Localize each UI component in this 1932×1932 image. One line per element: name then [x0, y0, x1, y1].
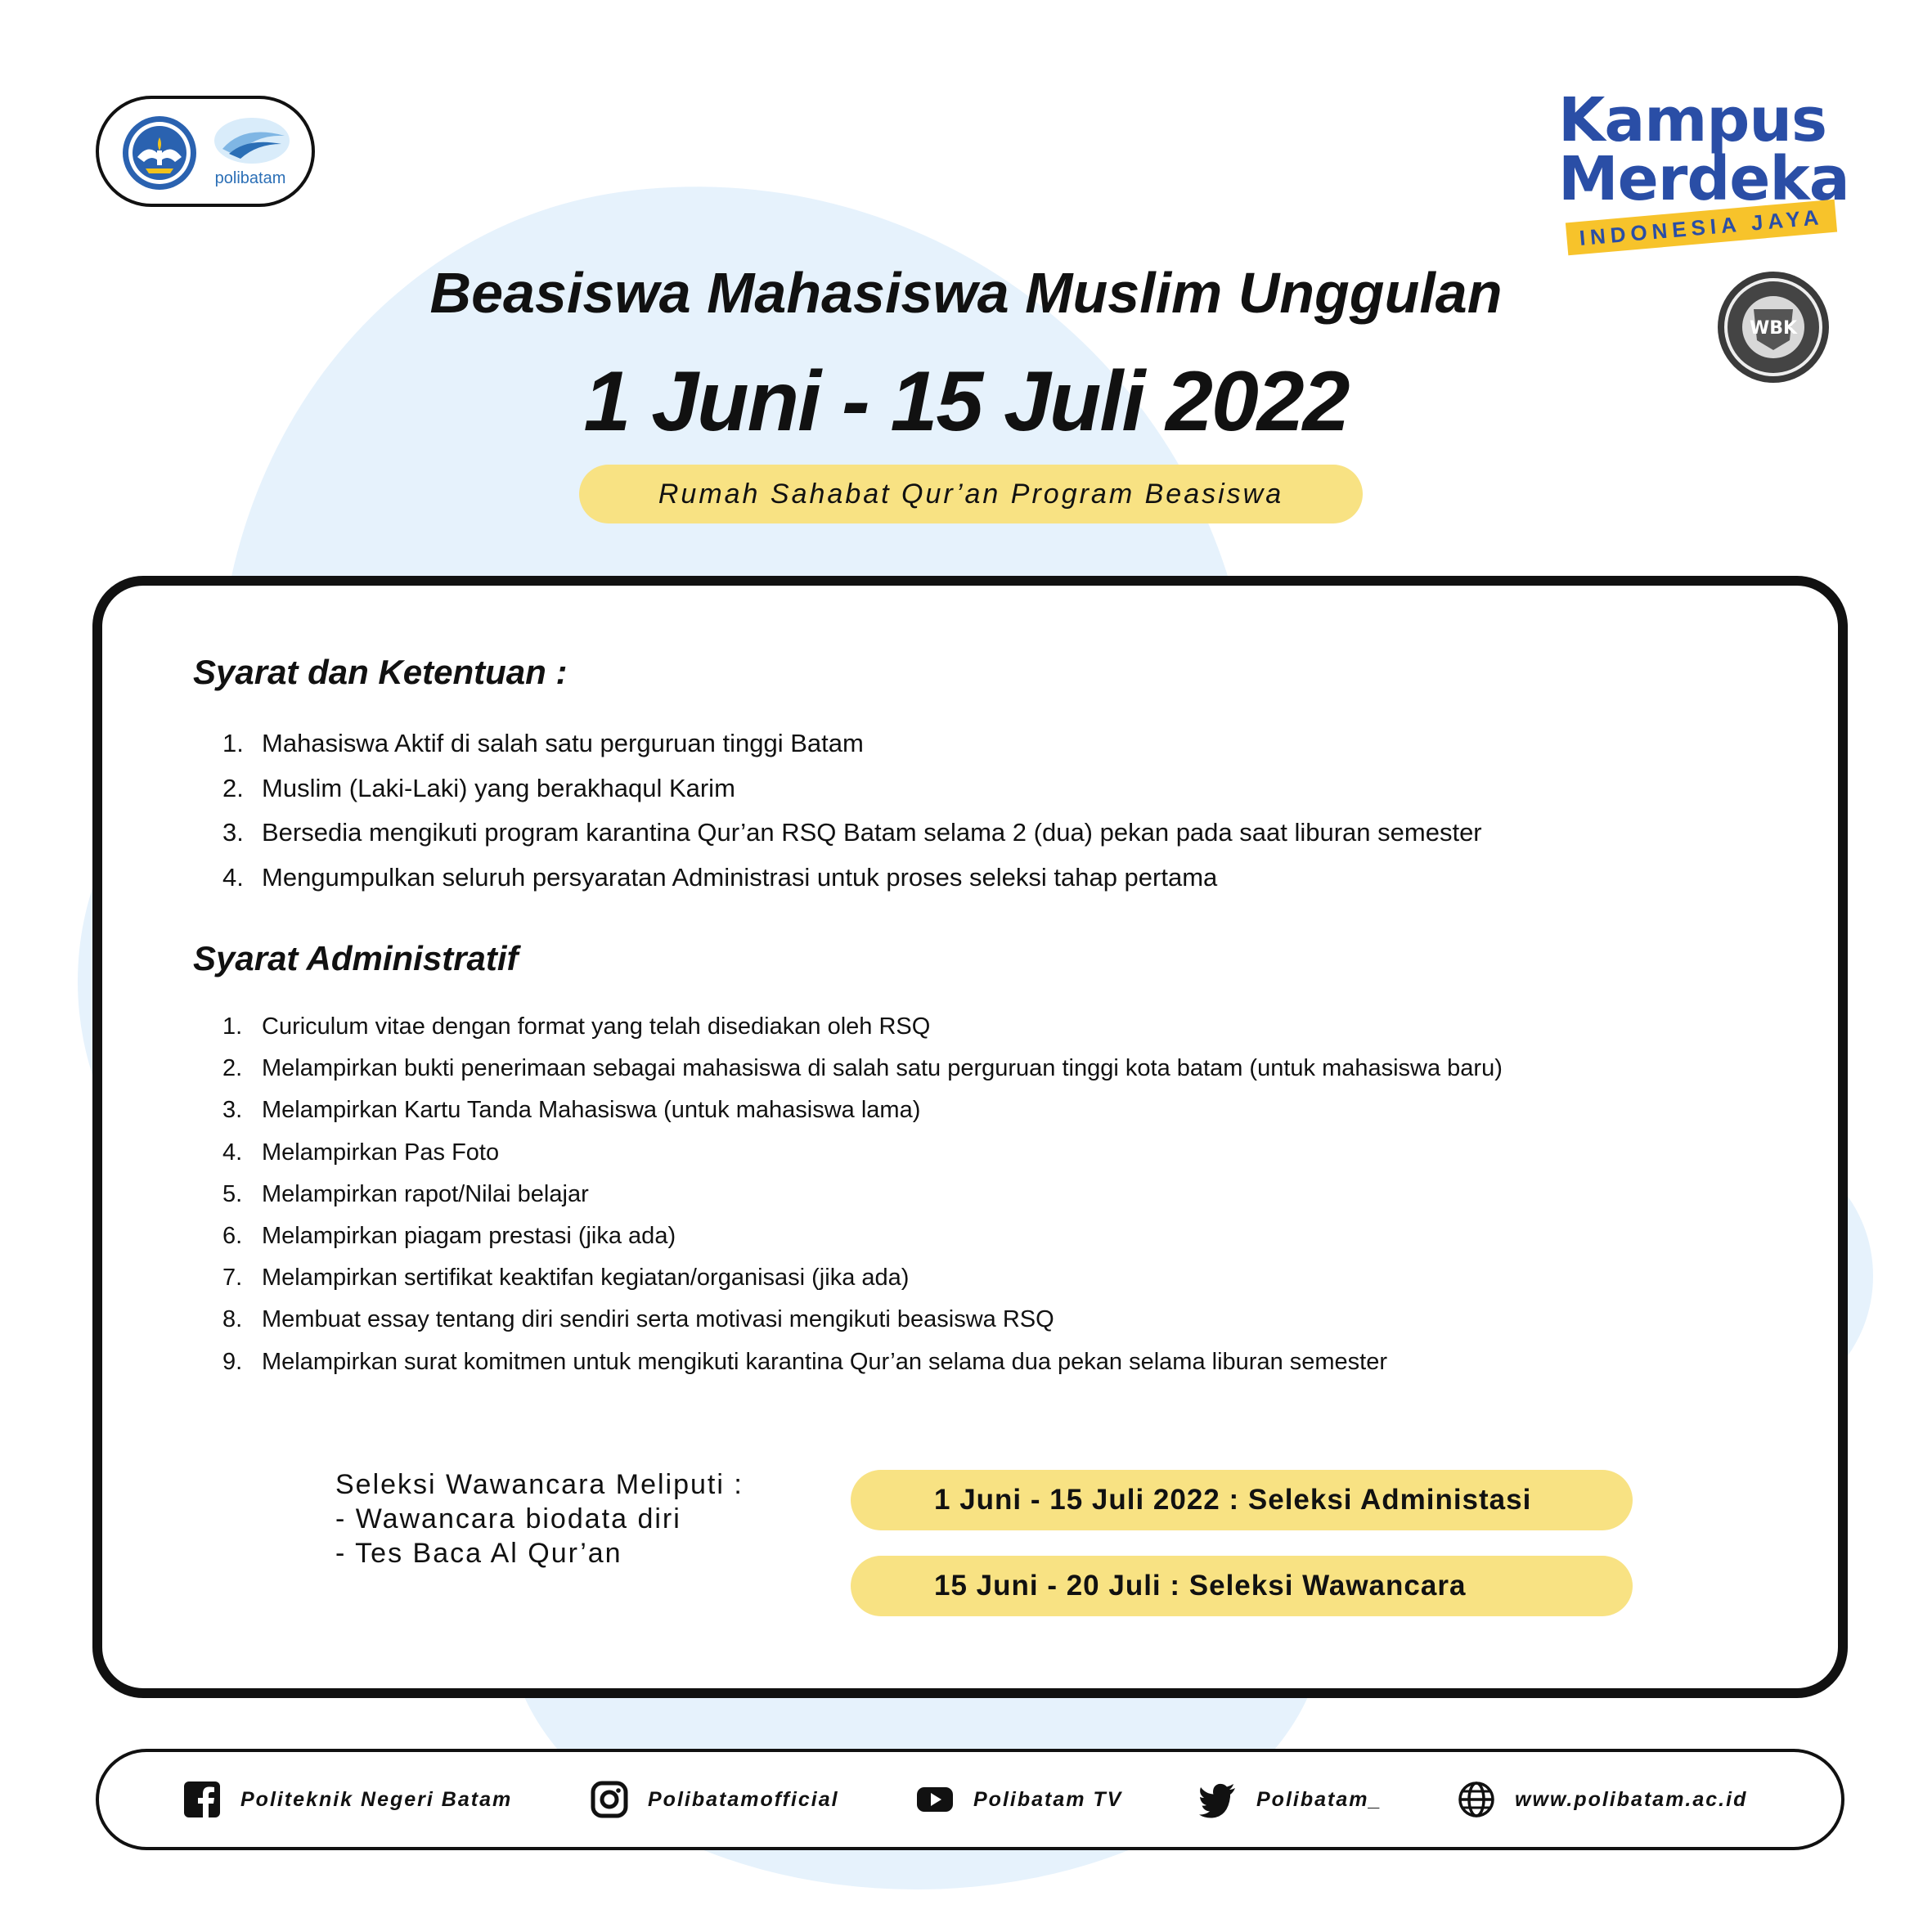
polibatam-swoosh-icon: [206, 116, 294, 170]
item-text: Muslim (Laki-Laki) yang berakhaqul Karim: [262, 773, 735, 802]
list-item: [222, 1006, 1503, 1048]
facebook-link[interactable]: [183, 1780, 512, 1819]
youtube-link[interactable]: [916, 1780, 1122, 1819]
interview-info: [335, 1467, 744, 1570]
youtube-label: Polibatam TV: [973, 1787, 1123, 1811]
item-text: Curiculum vitae dengan format yang telah disediakan oleh RSQ: [262, 1013, 931, 1040]
facebook-label: Politeknik Negeri Batam: [240, 1787, 513, 1811]
item-number: 9.: [222, 1348, 243, 1375]
item-number: 8.: [222, 1306, 243, 1333]
program-badge: Rumah Sahabat Qur’an Program Beasiswa: [579, 465, 1363, 523]
list-item: [222, 811, 1482, 856]
terms-list: [222, 721, 1482, 900]
item-number: 7.: [222, 1265, 243, 1292]
instagram-label: Polibatamofficial: [648, 1787, 839, 1811]
item-text: Melampirkan surat komitmen untuk mengikuti karantina Qur’an selama dua pekan selama liburan semester: [262, 1348, 1388, 1375]
twitter-link[interactable]: [1199, 1780, 1382, 1819]
twitter-icon: [1199, 1781, 1237, 1818]
item-text: Melampirkan piagam prestasi (jika ada): [262, 1222, 676, 1249]
item-number: 3.: [222, 1097, 243, 1124]
item-number: 4.: [222, 862, 244, 892]
interview-heading: Seleksi Wawancara Meliputi :: [335, 1469, 744, 1500]
item-text: Mahasiswa Aktif di salah satu perguruan tinggi Batam: [262, 729, 864, 757]
indonesia-jaya-banner: INDONESIA JAYA: [1566, 200, 1837, 256]
globe-icon: [1458, 1781, 1495, 1818]
item-text: Membuat essay tentang diri sendiri serta motivasi mengikuti beasiswa RSQ: [262, 1306, 1054, 1333]
item-text: Melampirkan sertifikat keaktifan kegiatan/organisasi (jika ada): [262, 1265, 910, 1292]
youtube-icon: [916, 1781, 954, 1818]
item-number: 5.: [222, 1180, 243, 1207]
kampus-merdeka-line1: Kampus: [1558, 85, 1827, 155]
list-item: [222, 1299, 1503, 1341]
item-number: 3.: [222, 818, 244, 847]
item-text: Melampirkan bukti penerimaan sebagai mahasiswa di salah satu perguruan tinggi kota batam (untuk mahasiswa baru): [262, 1055, 1503, 1082]
admin-requirements-list: [222, 1006, 1503, 1383]
kampus-merdeka-line2: Merdeka: [1558, 144, 1849, 214]
item-text: Mengumpulkan seluruh persyaratan Administrasi untuk proses seleksi tahap pertama: [262, 862, 1218, 892]
list-item: [222, 1257, 1503, 1299]
date-range-title: 1 Juni - 15 Juli 2022: [583, 354, 1349, 449]
item-text: Melampirkan Kartu Tanda Mahasiswa (untuk mahasiswa lama): [262, 1097, 921, 1124]
instagram-link[interactable]: [591, 1780, 839, 1819]
tut-wuri-handayani-logo: [121, 115, 198, 191]
terms-section-title: Syarat dan Ketentuan :: [193, 653, 568, 691]
item-number: 4.: [222, 1139, 243, 1166]
item-text: Melampirkan rapot/Nilai belajar: [262, 1180, 589, 1207]
polibatam-wordmark: polibatam: [214, 169, 286, 187]
schedule-interview-badge: 15 Juni - 20 Juli : Seleksi Wawancara: [851, 1556, 1633, 1616]
website-label: www.polibatam.ac.id: [1515, 1787, 1748, 1811]
list-item: [222, 1341, 1503, 1383]
kampus-merdeka-logo: [1550, 85, 1849, 254]
page-title: Beasiswa Mahasiswa Muslim Unggulan: [429, 261, 1503, 325]
list-item: [222, 1132, 1503, 1174]
item-number: 1.: [222, 1013, 243, 1040]
item-text: Melampirkan Pas Foto: [262, 1139, 500, 1166]
interview-item: - Tes Baca Al Qur’an: [335, 1538, 622, 1569]
list-item: [222, 766, 1482, 811]
item-number: 2.: [222, 1055, 243, 1082]
item-number: 2.: [222, 773, 244, 802]
facebook-icon: [183, 1781, 221, 1818]
list-item: [222, 1174, 1503, 1215]
item-number: 1.: [222, 729, 244, 757]
wbk-text: WBK: [1749, 318, 1798, 339]
admin-section-title: Syarat Administratif: [193, 939, 519, 977]
list-item: [222, 1090, 1503, 1131]
item-text: Bersedia mengikuti program karantina Qur’an RSQ Batam selama 2 (dua) pekan pada saat liburan semester: [262, 818, 1482, 847]
interview-item: - Wawancara biodata diri: [335, 1503, 681, 1534]
schedule-admin-badge: 1 Juni - 15 Juli 2022 : Seleksi Administasi: [851, 1470, 1633, 1530]
polibatam-logo: [206, 116, 294, 191]
list-item: [222, 1048, 1503, 1090]
twitter-label: Polibatam_: [1256, 1787, 1382, 1811]
list-item: [222, 1215, 1503, 1257]
list-item: [222, 856, 1482, 901]
website-link[interactable]: [1458, 1780, 1747, 1819]
instagram-icon: [591, 1781, 628, 1818]
item-number: 6.: [222, 1222, 243, 1249]
list-item: [222, 721, 1482, 766]
